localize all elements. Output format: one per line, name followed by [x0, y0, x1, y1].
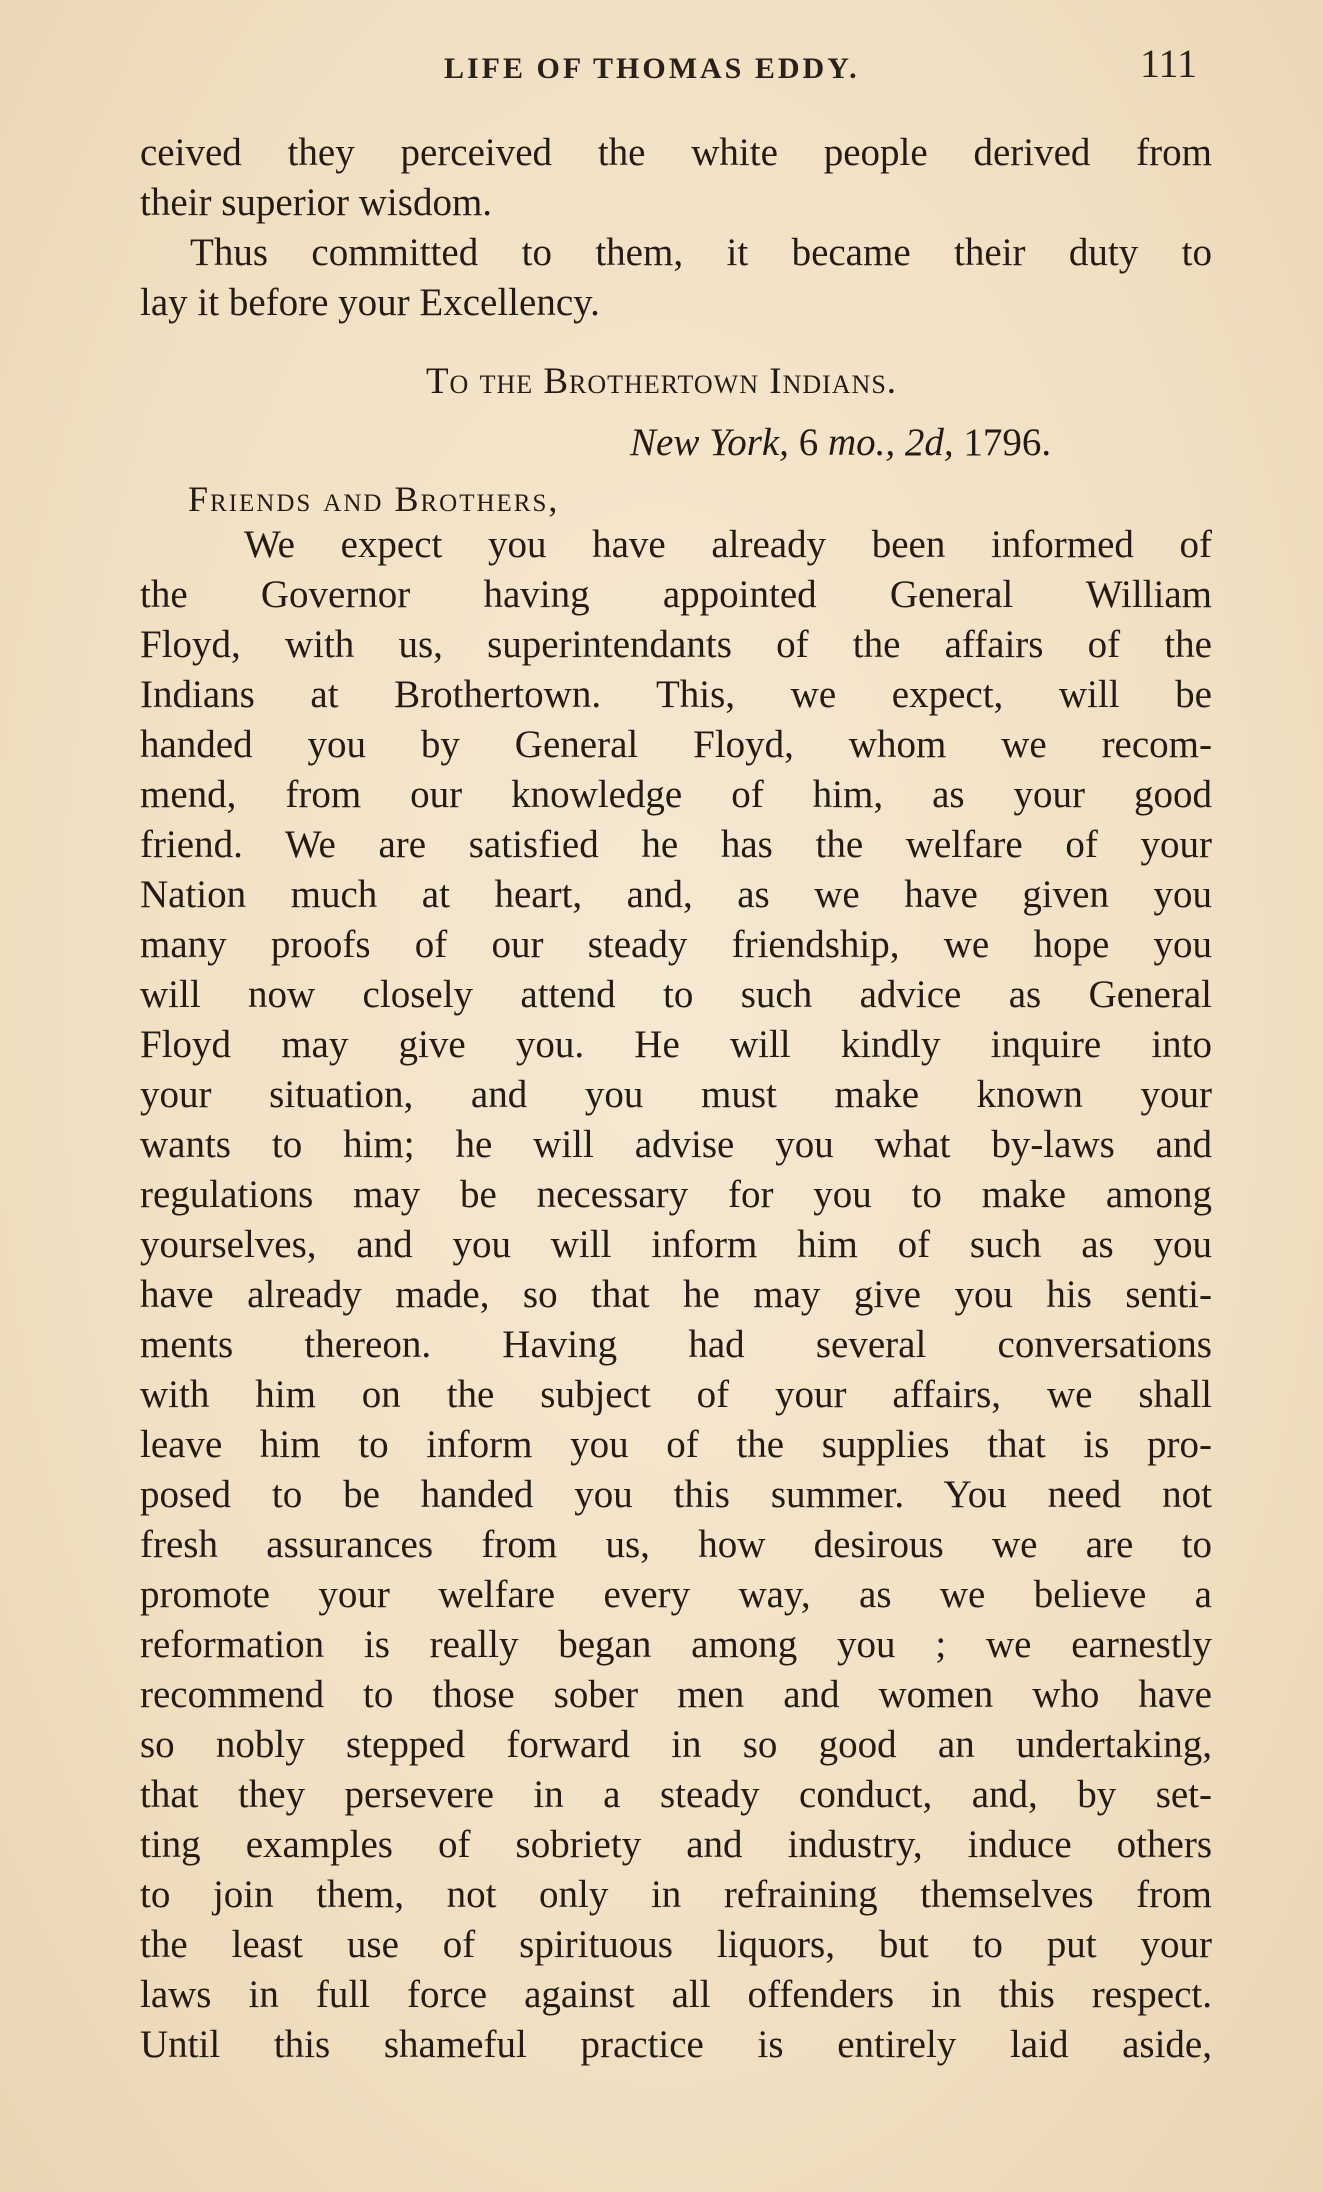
- letter-line: have already made, so that he may give you his senti-: [140, 1273, 1212, 1316]
- letter-line: mend, from our knowledge of him, as your good: [140, 773, 1212, 816]
- intro-line: lay it before your Excellency.: [140, 281, 600, 324]
- letter-line: recommend to those sober men and women who have: [140, 1673, 1212, 1716]
- letter-line: handed you by General Floyd, whom we recom-: [140, 723, 1212, 766]
- page-number: 111: [1140, 41, 1198, 86]
- dateline-month: mo.,: [827, 421, 896, 464]
- letter-line: fresh assurances from us, how desirous we are to: [140, 1523, 1212, 1566]
- letter-line: laws in full force against all offenders in this respect.: [140, 1973, 1212, 2016]
- dateline-day: 6: [798, 421, 819, 464]
- letter-line: Indians at Brothertown. This, we expect, will be: [140, 673, 1212, 716]
- intro-line: ceived they perceived the white people derived from: [140, 131, 1212, 174]
- letter-line: to join them, not only in refraining themselves from: [140, 1873, 1212, 1916]
- letter-line: Nation much at heart, and, as we have given you: [140, 873, 1212, 916]
- letter-line: with him on the subject of your affairs, we shall: [140, 1373, 1212, 1416]
- letter-line: Floyd may give you. He will kindly inquire into: [140, 1023, 1212, 1066]
- dateline-year: 1796.: [963, 421, 1052, 464]
- letter-line: Until this shameful practice is entirely laid aside,: [140, 2023, 1212, 2066]
- letter-line: We expect you have already been informed of: [244, 523, 1212, 566]
- letter-dateline: [630, 420, 1051, 465]
- letter-line: Floyd, with us, superintendants of the affairs of the: [140, 623, 1212, 666]
- intro-line: their superior wisdom.: [140, 181, 493, 224]
- letter-line: yourselves, and you will inform him of such as you: [140, 1223, 1212, 1266]
- running-head: LIFE OF THOMAS EDDY.: [444, 52, 860, 85]
- letter-line: friend. We are satisfied he has the welfare of your: [140, 823, 1212, 866]
- letter-line: the Governor having appointed General William: [140, 573, 1212, 616]
- letter-line: the least use of spirituous liquors, but to put your: [140, 1923, 1212, 1966]
- letter-line: wants to him; he will advise you what by-laws and: [140, 1123, 1212, 1166]
- letter-salutation: Friends and Brothers,: [188, 479, 560, 519]
- letter-line: many proofs of our steady friendship, we hope you: [140, 923, 1212, 966]
- letter-line: ments thereon. Having had several conversations: [140, 1323, 1212, 1366]
- letter-line: regulations may be necessary for you to make among: [140, 1173, 1212, 1216]
- letter-line: ting examples of sobriety and industry, induce others: [140, 1823, 1212, 1866]
- letter-line: leave him to inform you of the supplies that is pro-: [140, 1423, 1212, 1466]
- letter-line: posed to be handed you this summer. You need not: [140, 1473, 1212, 1516]
- letter-line: that they persevere in a steady conduct, and, by set-: [140, 1773, 1212, 1816]
- letter-heading: To the Brothertown Indians.: [425, 361, 898, 402]
- letter-line: your situation, and you must make known your: [140, 1073, 1212, 1116]
- letter-line: will now closely attend to such advice as General: [140, 973, 1212, 1016]
- letter-line: so nobly stepped forward in so good an undertaking,: [140, 1723, 1212, 1766]
- dateline-date: 2d,: [904, 421, 954, 464]
- letter-line: reformation is really began among you ; we earnestly: [140, 1623, 1212, 1666]
- intro-line: Thus committed to them, it became their duty to: [190, 231, 1212, 274]
- letter-line: promote your welfare every way, as we believe a: [140, 1573, 1212, 1616]
- dateline-place: New York,: [630, 421, 789, 464]
